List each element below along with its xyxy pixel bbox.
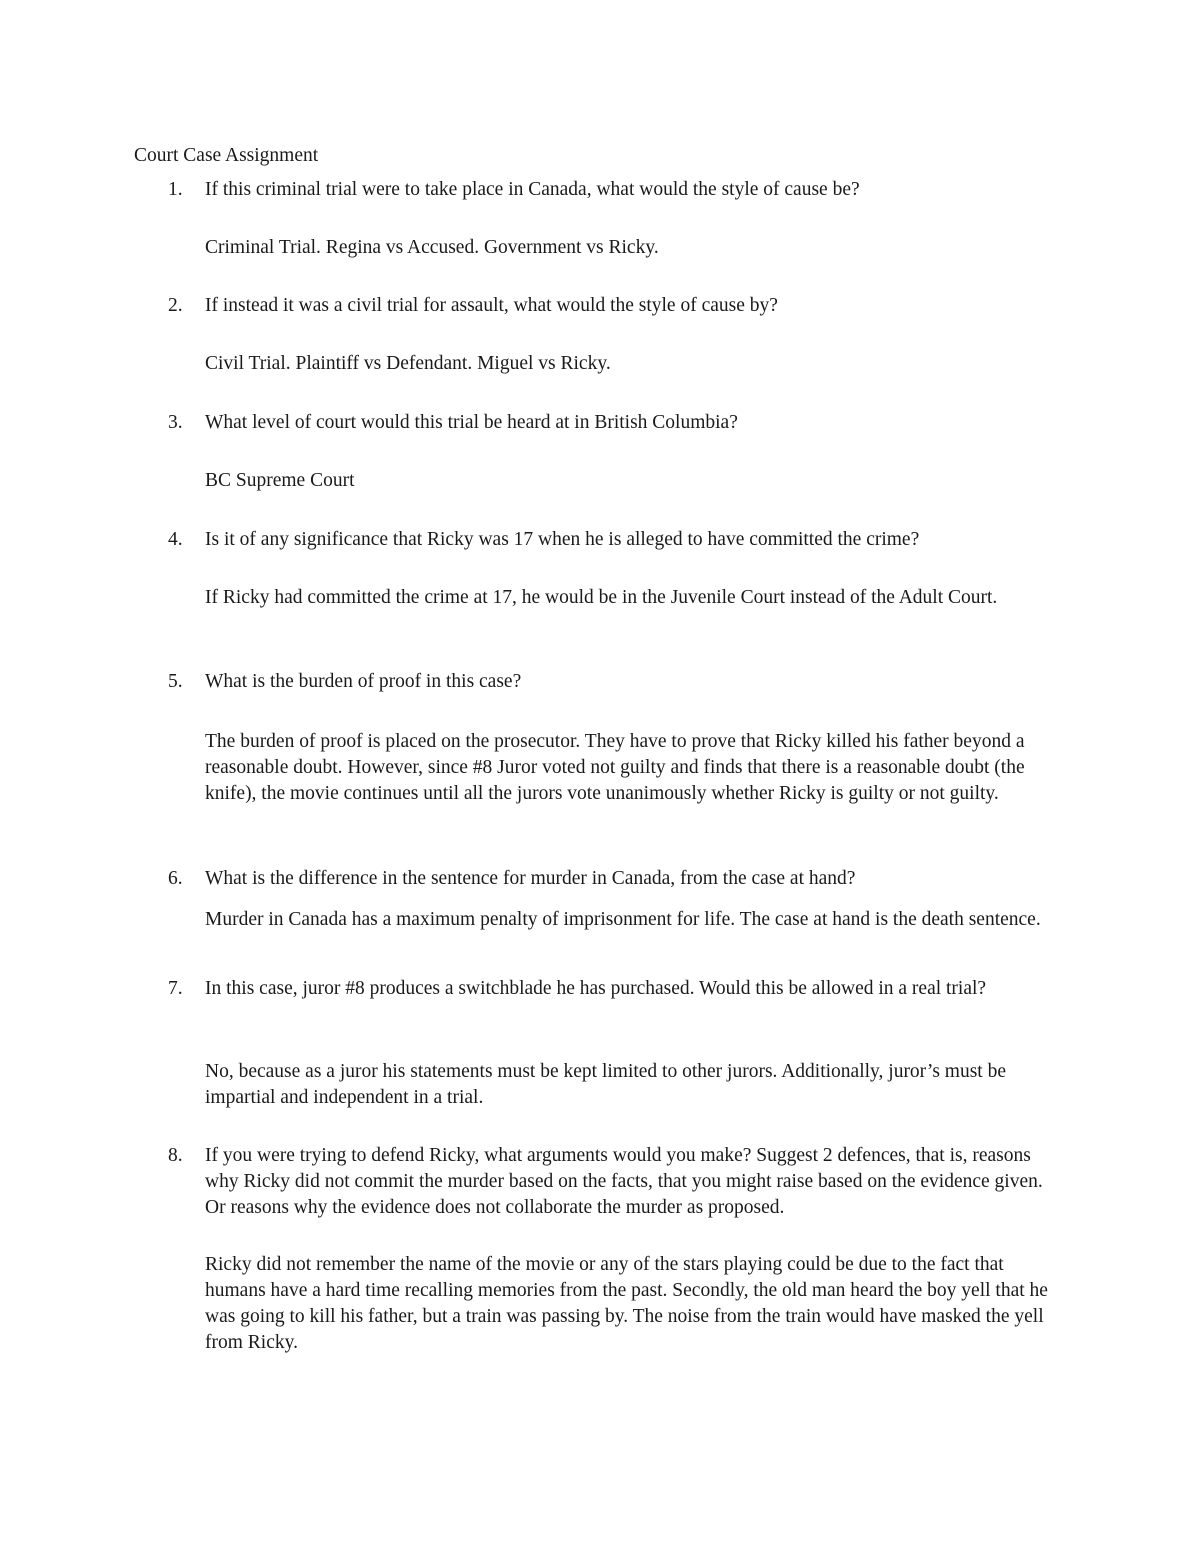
question-text: What is the burden of proof in this case?: [205, 671, 522, 692]
question-number: 2.: [168, 295, 183, 316]
answer-text: Ricky did not remember the name of the movie or any of the stars playing could be due to the fact that humans have a hard time recalling memories from the past. Secondly, the old man heard the boy yell that he was going to kill his father, but a train was passing by. The noise from the train would have masked the yell from Ricky.: [205, 1254, 1048, 1353]
question-number: 3.: [168, 412, 183, 433]
question-number: 4.: [168, 529, 183, 550]
question-text: If this criminal trial were to take place in Canada, what would the style of cause be?: [205, 179, 860, 200]
question-number: 8.: [168, 1145, 183, 1166]
question-text: What is the difference in the sentence for murder in Canada, from the case at hand?: [205, 868, 856, 889]
question-number: 7.: [168, 978, 183, 999]
question-number: 1.: [168, 179, 183, 200]
question-number: 5.: [168, 671, 183, 692]
question-text: If instead it was a civil trial for assault, what would the style of cause by?: [205, 295, 778, 316]
answer-text: BC Supreme Court: [205, 470, 355, 491]
answer-text: No, because as a juror his statements must be kept limited to other jurors. Additionally, juror’s must be impartial and independent in a trial.: [205, 1061, 1006, 1108]
question-text: What level of court would this trial be heard at in British Columbia?: [205, 412, 738, 433]
answer-text: The burden of proof is placed on the prosecutor. They have to prove that Ricky killed his father beyond a reasonable doubt. However, since #8 Juror voted not guilty and finds that there is a reasonable doubt (the knife), the movie continues until all the jurors vote unanimously whether Ricky is guilty or not guilty.: [205, 731, 1025, 804]
answer-text: Murder in Canada has a maximum penalty of imprisonment for life. The case at hand is the death sentence.: [205, 909, 1041, 930]
answer-text: Criminal Trial. Regina vs Accused. Government vs Ricky.: [205, 237, 659, 258]
question-text: Is it of any significance that Ricky was 17 when he is alleged to have committed the crime?: [205, 529, 920, 550]
answer-text: If Ricky had committed the crime at 17, he would be in the Juvenile Court instead of the Adult Court.: [205, 587, 998, 608]
answer-text: Civil Trial. Plaintiff vs Defendant. Miguel vs Ricky.: [205, 353, 611, 374]
question-number: 6.: [168, 868, 183, 889]
question-text: If you were trying to defend Ricky, what arguments would you make? Suggest 2 defences, that is, reasons why Ricky did not commit the murder based on the facts, that you might raise based on the evidence given. Or reasons why the evidence does not collaborate the murder as proposed.: [205, 1145, 1043, 1218]
question-text: In this case, juror #8 produces a switchblade he has purchased. Would this be allowed in a real trial?: [205, 978, 987, 999]
document-title: Court Case Assignment: [134, 145, 319, 166]
